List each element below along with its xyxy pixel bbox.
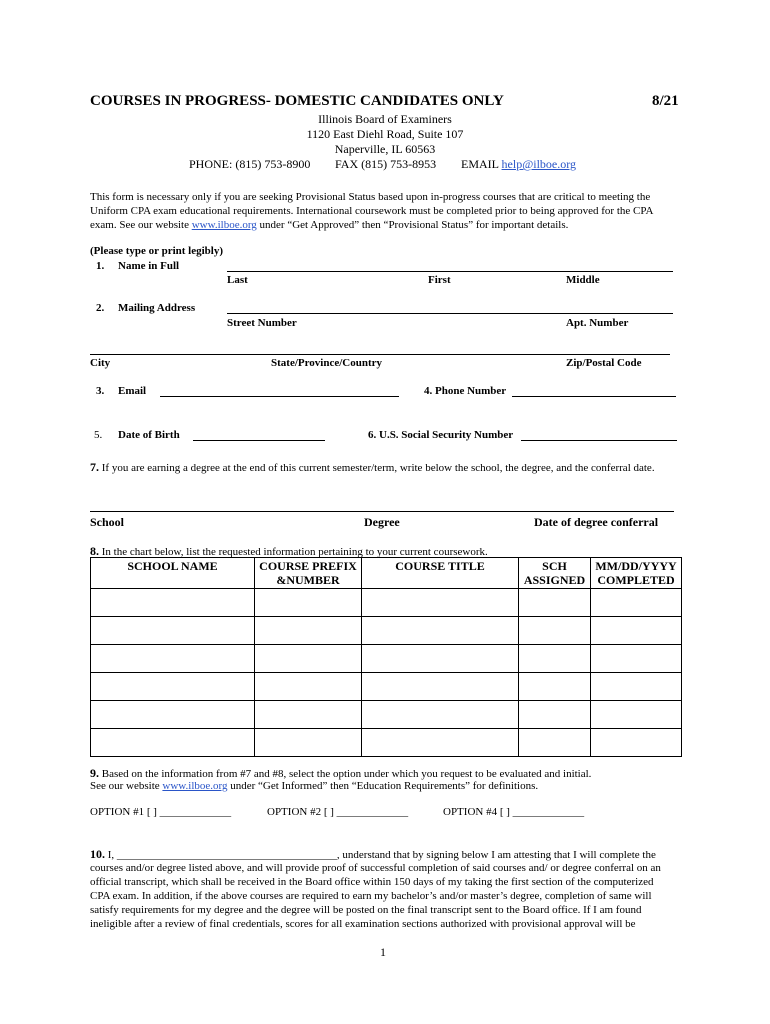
dob-field[interactable] — [193, 440, 325, 441]
q10-line-6: ineligible after a review of final credentials, scores for all examination sections authorized with provisional approval will be — [90, 918, 636, 930]
zip-label: Zip/Postal Code — [566, 357, 642, 369]
table-cell[interactable] — [591, 645, 682, 673]
header-course-title: COURSE TITLE — [362, 558, 519, 589]
state-label: State/Province/Country — [271, 357, 383, 369]
option-1[interactable]: OPTION #1 [ ] _____________ — [90, 806, 232, 818]
form-title: COURSES IN PROGRESS- DOMESTIC CANDIDATES ONLY — [90, 93, 504, 109]
table-cell[interactable] — [591, 673, 682, 701]
org-phone: PHONE: (815) 753-8900 — [189, 157, 311, 171]
table-cell[interactable] — [519, 589, 591, 617]
q8-text: In the chart below, list the requested information pertaining to your current coursework. — [101, 546, 488, 558]
table-cell[interactable] — [255, 673, 362, 701]
option-4[interactable]: OPTION #4 [ ] _____________ — [443, 806, 585, 818]
header-course-prefix: COURSE PREFIX &NUMBER — [255, 558, 362, 589]
org-email — [461, 157, 576, 172]
q4-label: 4. Phone Number — [424, 385, 507, 397]
email-link[interactable]: help@ilboe.org — [501, 157, 577, 171]
org-name: Illinois Board of Examiners — [318, 112, 452, 126]
q2-label: Mailing Address — [118, 302, 196, 314]
table-cell[interactable] — [591, 589, 682, 617]
city-label: City — [90, 357, 111, 369]
q10-line-2: courses and/or degree listed above, and will provide proof of successful completion of said courses and/ or degree conferral on an — [90, 862, 661, 874]
table-cell[interactable] — [91, 673, 255, 701]
org-address-line2: Naperville, IL 60563 — [334, 142, 436, 156]
table-cell[interactable] — [519, 729, 591, 757]
table-cell[interactable] — [91, 645, 255, 673]
table-cell[interactable] — [362, 673, 519, 701]
table-row — [91, 701, 682, 729]
q10-line-1 — [90, 847, 656, 862]
page-number: 1 — [380, 945, 386, 959]
name-first-label: First — [428, 274, 451, 286]
q9-text-2: See our website — [90, 780, 163, 792]
school-label: School — [90, 515, 125, 529]
org-fax: FAX (815) 753-8953 — [335, 157, 437, 171]
street-label: Street Number — [227, 317, 297, 329]
table-row — [91, 729, 682, 757]
name-field[interactable] — [227, 271, 673, 272]
name-middle-label: Middle — [566, 274, 600, 286]
header-school-name: SCHOOL NAME — [91, 558, 255, 589]
city-field[interactable] — [90, 354, 670, 355]
form-version: 8/21 — [652, 93, 679, 109]
table-cell[interactable] — [91, 701, 255, 729]
q3-label: Email — [118, 385, 147, 397]
print-note: (Please type or print legibly) — [90, 245, 223, 257]
table-cell[interactable] — [519, 645, 591, 673]
table-cell[interactable] — [362, 617, 519, 645]
conferral-date-label: Date of degree conferral — [534, 515, 659, 529]
q10-line-4: CPA exam. In addition, if the above courses are required to earn my bachelor’s and/or master’s degree, completion of same will — [90, 890, 652, 902]
intro-line-2: Uniform CPA exam educational requirements. International coursework must be completed prior to being approved for the CPA — [90, 205, 654, 217]
table-cell[interactable] — [255, 645, 362, 673]
name-last-label: Last — [227, 274, 248, 286]
apt-label: Apt. Number — [566, 317, 629, 329]
email-label: EMAIL — [461, 157, 499, 171]
q10-line-3: official transcript, which shall be received in the Board office within 150 days of my taking the first section of the computerized — [90, 876, 654, 888]
q9-line-2 — [90, 780, 538, 792]
q1-number: 1. — [96, 260, 105, 272]
table-cell[interactable] — [255, 589, 362, 617]
table-row — [91, 645, 682, 673]
q1-label: Name in Full — [118, 260, 180, 272]
q7-number: 7. — [90, 460, 99, 474]
phone-field[interactable] — [512, 396, 676, 397]
degree-field[interactable] — [90, 511, 674, 512]
degree-label: Degree — [364, 515, 400, 529]
table-cell[interactable] — [255, 617, 362, 645]
q10-lead: I, ________________________________________, understand that by signing below I am attesting that I will complete the — [107, 849, 656, 861]
table-row — [91, 589, 682, 617]
coursework-table — [90, 557, 682, 757]
q7-line — [90, 460, 655, 475]
table-row — [91, 617, 682, 645]
q8-number: 8. — [90, 544, 99, 558]
intro-line-1: This form is necessary only if you are seeking Provisional Status based upon in-progress courses that are critical to meeting the — [90, 191, 651, 203]
q9-text: Based on the information from #7 and #8, select the option under which you request to be evaluated and initial. — [101, 768, 592, 780]
website-link[interactable]: www.ilboe.org — [191, 219, 257, 231]
table-cell[interactable] — [519, 673, 591, 701]
q10-line-5: satisfy requirements for my degree and the degree will be posted on the final transcript sent to the Board office. If I am found — [90, 904, 642, 916]
table-cell[interactable] — [91, 617, 255, 645]
table-cell[interactable] — [91, 589, 255, 617]
table-cell[interactable] — [519, 701, 591, 729]
intro-line-3-tail: under “Get Approved” then “Provisional Status” for important details. — [256, 219, 569, 231]
table-cell[interactable] — [362, 701, 519, 729]
website-link[interactable]: www.ilboe.org — [162, 780, 228, 792]
email-field[interactable] — [160, 396, 399, 397]
table-header-row — [91, 558, 682, 589]
q2-number: 2. — [96, 302, 105, 314]
header-completed-date: MM/DD/YYYY COMPLETED — [591, 558, 682, 589]
q9-text-2-tail: under “Get Informed” then “Education Requirements” for definitions. — [227, 780, 539, 792]
table-cell[interactable] — [91, 729, 255, 757]
table-cell[interactable] — [362, 645, 519, 673]
table-cell[interactable] — [591, 701, 682, 729]
q5-number: 5. — [94, 429, 103, 441]
table-cell[interactable] — [362, 589, 519, 617]
org-address-line1: 1120 East Diehl Road, Suite 107 — [306, 127, 464, 141]
table-cell[interactable] — [255, 701, 362, 729]
q6-label: 6. U.S. Social Security Number — [368, 429, 514, 441]
street-field[interactable] — [227, 313, 673, 314]
q5-label: Date of Birth — [118, 429, 180, 441]
q3-number: 3. — [96, 385, 105, 397]
q7-text: If you are earning a degree at the end of this current semester/term, write below the school, the degree, and the conferral date. — [101, 462, 655, 474]
intro-line-3 — [90, 219, 568, 231]
table-cell[interactable] — [591, 729, 682, 757]
header-sch-assigned: SCH ASSIGNED — [519, 558, 591, 589]
table-cell[interactable] — [255, 729, 362, 757]
intro-line-3-text: exam. See our website — [90, 219, 192, 231]
option-2[interactable]: OPTION #2 [ ] _____________ — [267, 806, 409, 818]
table-row — [91, 673, 682, 701]
q9-line-1 — [90, 766, 591, 781]
table-cell[interactable] — [591, 617, 682, 645]
q9-number: 9. — [90, 766, 99, 780]
table-cell[interactable] — [362, 729, 519, 757]
q10-number: 10. — [90, 847, 105, 861]
table-cell[interactable] — [519, 617, 591, 645]
ssn-field[interactable] — [521, 440, 677, 441]
